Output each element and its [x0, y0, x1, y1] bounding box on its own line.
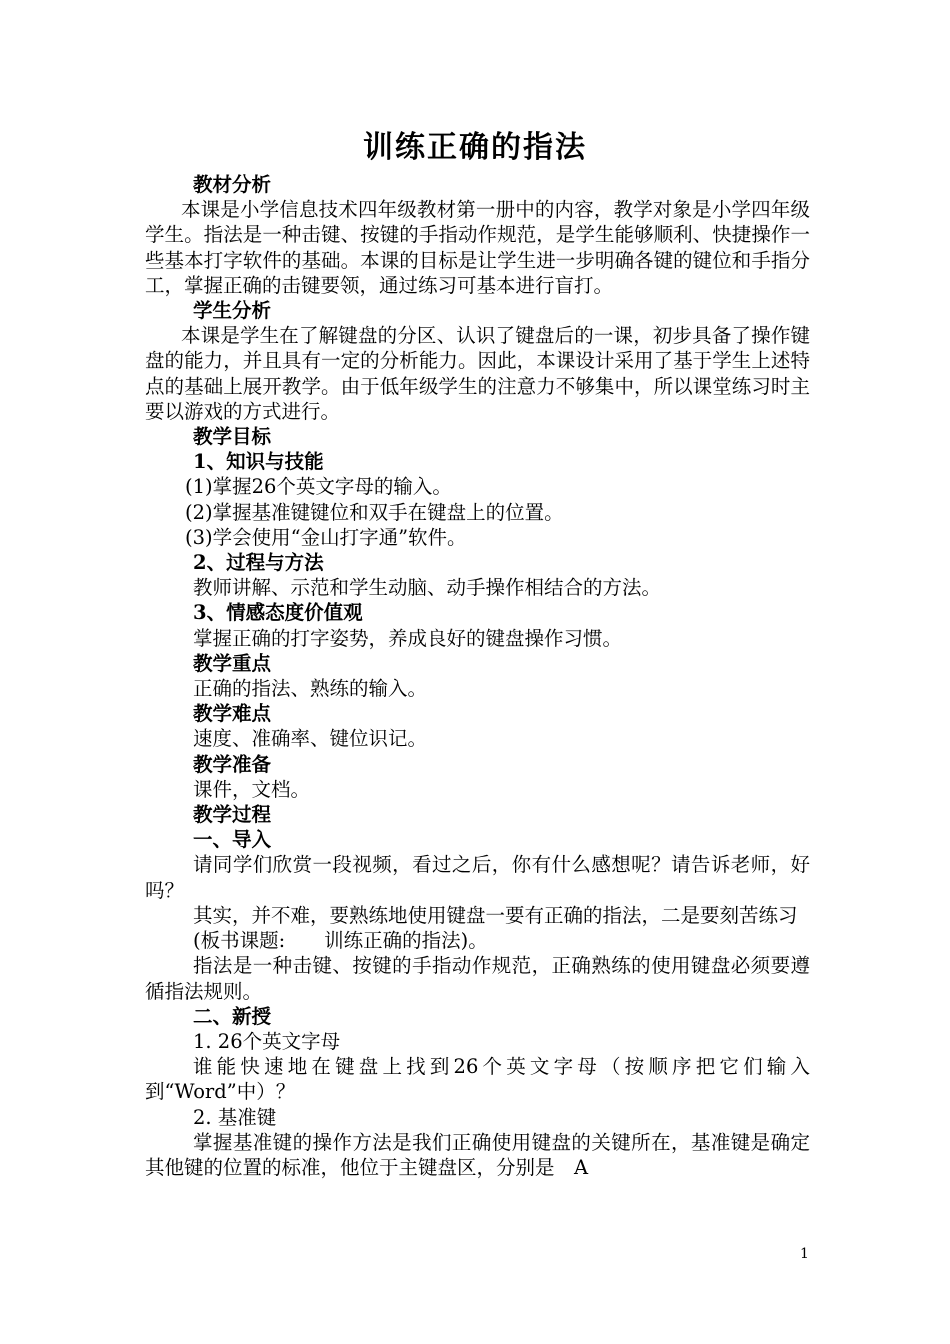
document-title: 训练正确的指法: [363, 130, 587, 165]
document-body: [145, 172, 810, 1180]
section-heading: 二、新授: [193, 1004, 272, 1028]
paragraph: 谁能快速地在键盘上找到26个英文字母（按顺序把它们输入到“Word”中）？: [145, 1055, 810, 1104]
paragraph: 正确的指法、熟练的输入。: [193, 677, 428, 701]
section-heading: 教学重点: [193, 651, 272, 675]
section-heading: 教学准备: [193, 752, 272, 776]
paragraph: (1)掌握26个英文字母的输入。: [185, 475, 452, 499]
paragraph: 掌握基准键的操作方法是我们正确使用键盘的关键所在，基准键是确定其他键的位置的标准，他位于主键盘区，分别是 A: [145, 1130, 810, 1179]
section-heading: 3、情感态度价值观: [193, 601, 363, 625]
paragraph: 速度、准确率、键位识记。: [193, 727, 428, 751]
section-heading: 教材分析: [193, 173, 272, 196]
paragraph: 指法是一种击键、按键的手指动作规范，正确熟练的使用键盘必须要遵循指法规则。: [145, 954, 810, 1003]
paragraph: 掌握正确的打字姿势，养成良好的键盘操作习惯。: [193, 626, 623, 650]
section-heading: 学生分析: [193, 299, 272, 323]
paragraph: (2)掌握基准键键位和双手在键盘上的位置。: [185, 500, 564, 524]
section-heading: 教学过程: [193, 803, 272, 827]
paragraph: 1. 26个英文字母: [193, 1029, 341, 1053]
paragraph: 2. 基准键: [193, 1105, 277, 1129]
page-number: 1: [800, 1246, 809, 1262]
paragraph: (3)学会使用“金山打字通”软件。: [185, 525, 467, 549]
paragraph: 本课是学生在了解键盘的分区、认识了键盘后的一课，初步具备了操作键盘的能力，并且具有一定的分析能力。因此，本课设计采用了基于学生上述特点的基础上展开教学。由于低年级学生的注意力不够集中，所以课堂练习时主要以游戏的方式进行。: [145, 324, 810, 423]
paragraph: 教师讲解、示范和学生动脑、动手操作相结合的方法。: [193, 576, 662, 600]
section-heading: 教学难点: [193, 702, 272, 726]
paragraph: (板书课题: 训练正确的指法)。: [193, 929, 488, 953]
section-heading: 教学目标: [193, 425, 272, 449]
section-heading: 2、过程与方法: [193, 551, 324, 575]
paragraph: 请同学们欣赏一段视频，看过之后，你有什么感想呢？请告诉老师，好吗？: [145, 853, 810, 902]
paragraph: 其实，并不难，要熟练地使用键盘一要有正确的指法，二是要刻苦练习: [193, 903, 798, 927]
paragraph: 课件，文档。: [193, 777, 311, 801]
section-heading: 1、知识与技能: [193, 450, 324, 474]
paragraph: 本课是小学信息技术四年级教材第一册中的内容，教学对象是小学四年级学生。指法是一种击键、按键的手指动作规范，是学生能够顺利、快捷操作一些基本打字软件的基础。本课的目标是让学生进一步明确各键的键位和手指分工，掌握正确的击键要领，通过练习可基本进行盲打。: [145, 198, 810, 297]
section-heading: 一、导入: [193, 828, 272, 852]
